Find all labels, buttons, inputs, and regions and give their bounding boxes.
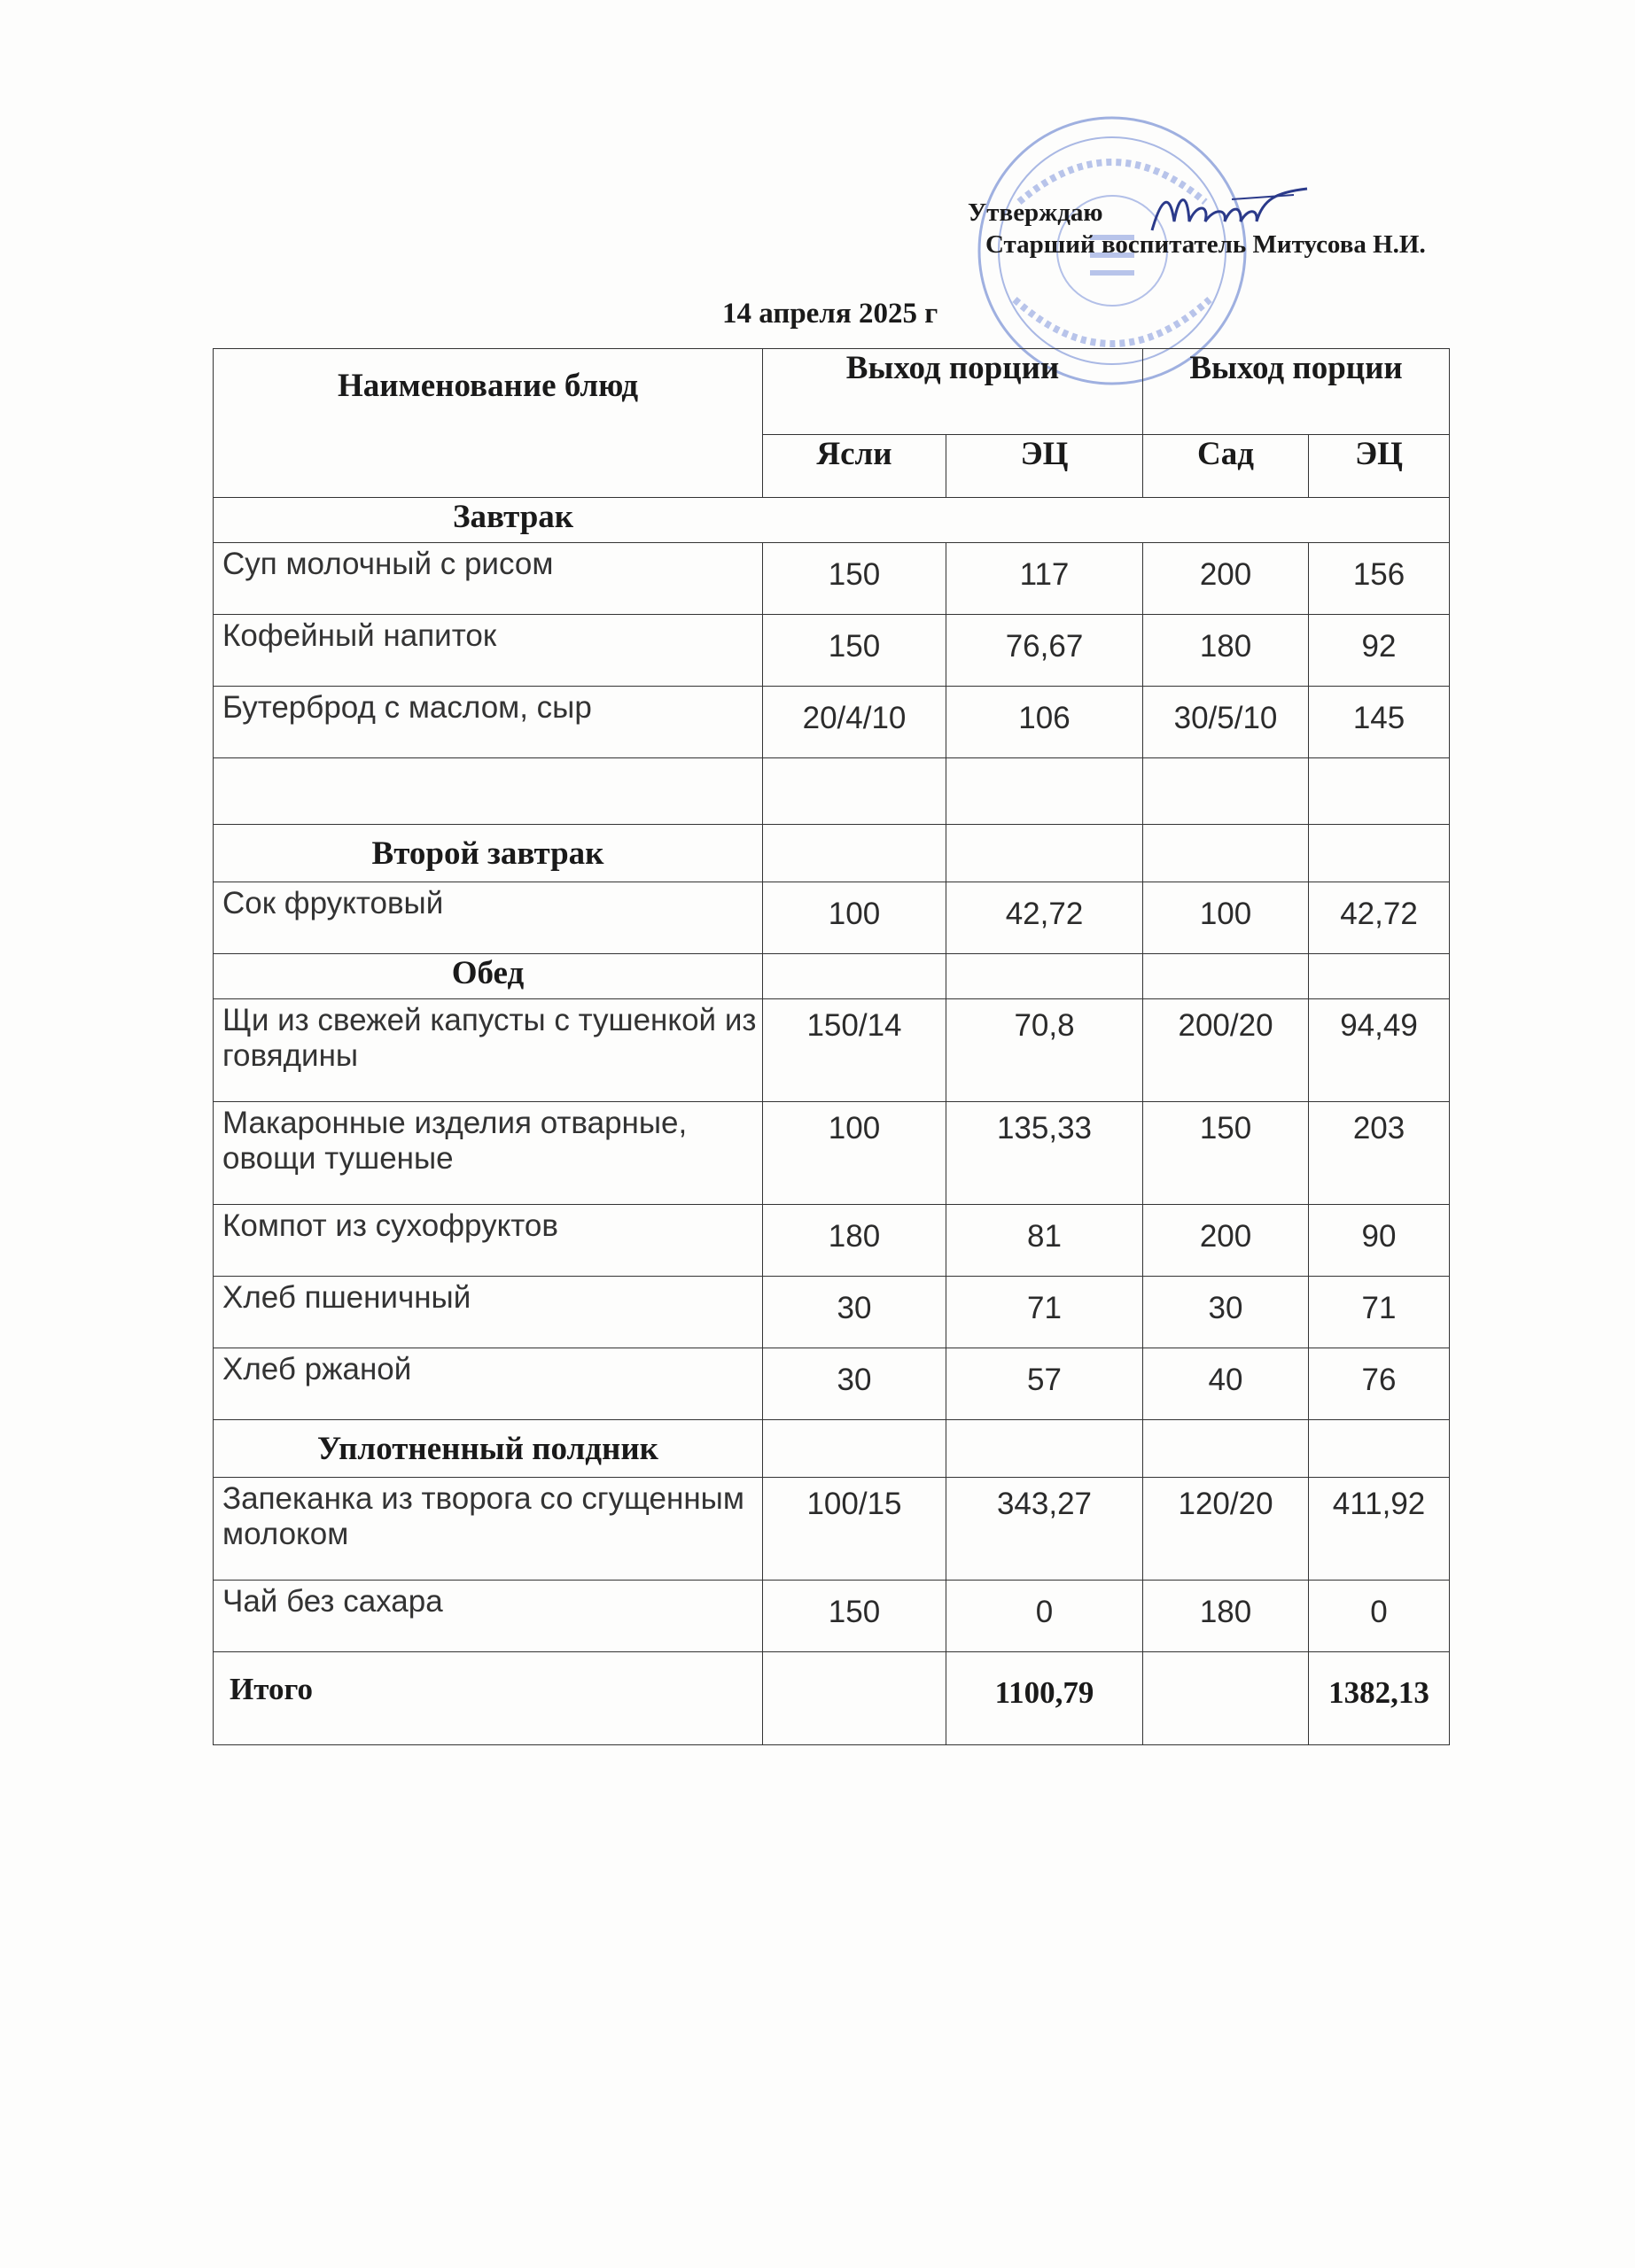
section-row	[214, 1420, 1450, 1478]
cell-kindergarten: 200/20	[1143, 999, 1309, 1102]
cell-nursery: 180	[763, 1205, 946, 1277]
table-row	[214, 999, 1450, 1102]
signature	[1143, 182, 1312, 244]
section-second-breakfast: Второй завтрак	[214, 825, 763, 882]
section-row	[214, 498, 1450, 543]
table-row	[214, 1102, 1450, 1205]
cell-ec2: 76	[1309, 1348, 1450, 1420]
cell-kindergarten: 150	[1143, 1102, 1309, 1205]
cell-nursery: 30	[763, 1277, 946, 1348]
cell-nursery: 150	[763, 543, 946, 615]
dish-name: Кофейный напиток	[214, 615, 763, 687]
cell-kindergarten: 120/20	[1143, 1478, 1309, 1581]
section-lunch: Обед	[214, 954, 763, 999]
table-row	[214, 882, 1450, 954]
dish-name: Компот из сухофруктов	[214, 1205, 763, 1277]
section-row	[214, 954, 1450, 999]
cell-nursery: 150	[763, 615, 946, 687]
cell-kindergarten: 30	[1143, 1277, 1309, 1348]
dish-name: Запеканка из творога со сгущенным молоком	[214, 1478, 763, 1581]
cell-ec1: 117	[946, 543, 1143, 615]
total-row	[214, 1652, 1450, 1745]
header-row	[214, 349, 1450, 435]
section-row	[214, 825, 1450, 882]
menu-table	[213, 348, 1450, 1745]
cell-nursery: 150/14	[763, 999, 946, 1102]
table-row	[214, 1348, 1450, 1420]
table-row	[214, 615, 1450, 687]
section-breakfast: Завтрак	[214, 498, 1450, 543]
cell-ec1: 71	[946, 1277, 1143, 1348]
header-group-nursery: Выход порции	[763, 349, 1143, 435]
cell-kindergarten: 200	[1143, 1205, 1309, 1277]
section-snack: Уплотненный полдник	[214, 1420, 763, 1478]
table-row	[214, 1277, 1450, 1348]
cell-nursery: 100	[763, 1102, 946, 1205]
cell-ec1: 343,27	[946, 1478, 1143, 1581]
menu-date: 14 апреля 2025 г	[722, 298, 938, 330]
cell-kindergarten: 180	[1143, 615, 1309, 687]
cell-ec2: 145	[1309, 687, 1450, 758]
total-label: Итого	[214, 1652, 763, 1745]
approval-line1: Утверждаю	[968, 198, 1103, 227]
cell-ec1: 57	[946, 1348, 1143, 1420]
cell-kindergarten: 40	[1143, 1348, 1309, 1420]
cell-ec1: 42,72	[946, 882, 1143, 954]
cell-ec2: 203	[1309, 1102, 1450, 1205]
cell-ec1: 76,67	[946, 615, 1143, 687]
approval-line2: Старший воспитатель Митусова Н.И.	[985, 230, 1426, 259]
dish-name: Суп молочный с рисом	[214, 543, 763, 615]
cell-ec2: 94,49	[1309, 999, 1450, 1102]
cell-ec1: 70,8	[946, 999, 1143, 1102]
cell-ec1: 135,33	[946, 1102, 1143, 1205]
empty-row	[214, 758, 1450, 825]
cell-ec2: 0	[1309, 1581, 1450, 1652]
header-dish-name: Наименование блюд	[214, 349, 763, 498]
total-ec2: 1382,13	[1309, 1652, 1450, 1745]
table-row	[214, 1205, 1450, 1277]
subheader-ec1: ЭЦ	[946, 435, 1143, 498]
cell-nursery: 150	[763, 1581, 946, 1652]
cell-ec1: 81	[946, 1205, 1143, 1277]
cell-kindergarten: 200	[1143, 543, 1309, 615]
cell-ec1: 106	[946, 687, 1143, 758]
cell-kindergarten: 180	[1143, 1581, 1309, 1652]
cell-ec2: 71	[1309, 1277, 1450, 1348]
cell-kindergarten: 30/5/10	[1143, 687, 1309, 758]
table-row	[214, 1581, 1450, 1652]
subheader-ec2: ЭЦ	[1309, 435, 1450, 498]
header-group-kindergarten: Выход порции	[1143, 349, 1450, 435]
cell-nursery: 20/4/10	[763, 687, 946, 758]
dish-name: Хлеб пшеничный	[214, 1277, 763, 1348]
cell-ec2: 92	[1309, 615, 1450, 687]
cell-ec1: 0	[946, 1581, 1143, 1652]
dish-name: Чай без сахара	[214, 1581, 763, 1652]
dish-name: Макаронные изделия отварные, овощи тушеные	[214, 1102, 763, 1205]
subheader-nursery: Ясли	[763, 435, 946, 498]
cell-nursery: 100	[763, 882, 946, 954]
table-row	[214, 1478, 1450, 1581]
dish-name: Сок фруктовый	[214, 882, 763, 954]
cell-nursery: 100/15	[763, 1478, 946, 1581]
dish-name: Хлеб ржаной	[214, 1348, 763, 1420]
table-row	[214, 687, 1450, 758]
cell-kindergarten: 100	[1143, 882, 1309, 954]
cell-nursery: 30	[763, 1348, 946, 1420]
dish-name: Бутерброд с маслом, сыр	[214, 687, 763, 758]
cell-ec2: 42,72	[1309, 882, 1450, 954]
cell-ec2: 411,92	[1309, 1478, 1450, 1581]
table-row	[214, 543, 1450, 615]
dish-name: Щи из свежей капусты с тушенкой из говядины	[214, 999, 763, 1102]
cell-ec2: 90	[1309, 1205, 1450, 1277]
total-ec1: 1100,79	[946, 1652, 1143, 1745]
cell-ec2: 156	[1309, 543, 1450, 615]
subheader-kindergarten: Сад	[1143, 435, 1309, 498]
